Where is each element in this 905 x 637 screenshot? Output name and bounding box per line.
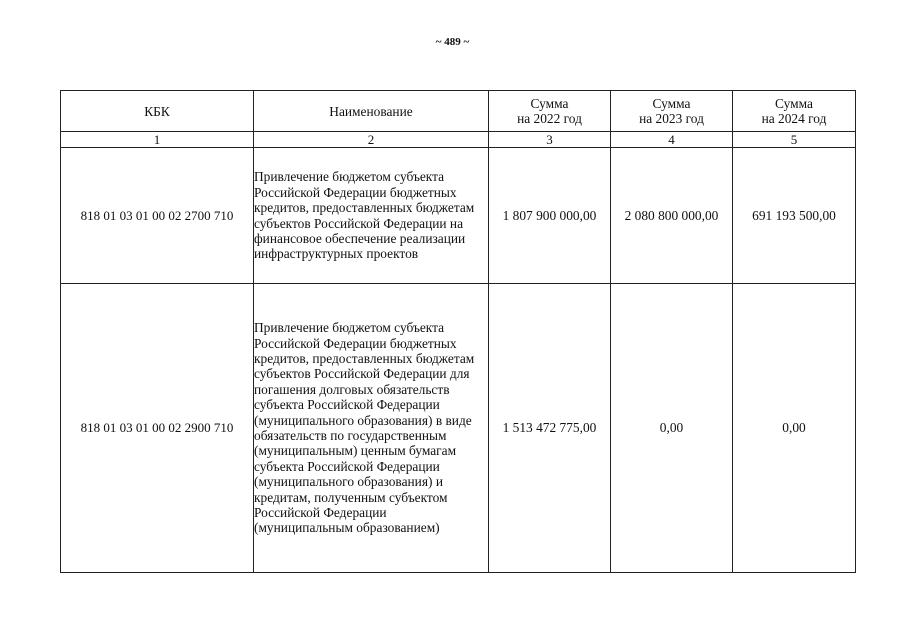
page-number: ~ 489 ~: [435, 36, 470, 48]
column-number-2: 2: [254, 132, 489, 148]
header-sum-2023: [611, 91, 733, 132]
sum-2024-cell: 691 193 500,00: [733, 148, 856, 284]
header-name: Наименование: [254, 91, 489, 132]
header-sum-2022: [489, 91, 611, 132]
sum-2022-cell: 1 807 900 000,00: [489, 148, 611, 284]
budget-table: [60, 90, 856, 573]
header-kbk: КБК: [61, 91, 254, 132]
table-row: [61, 148, 856, 284]
header-sum-2022-line-1: Сумма: [530, 96, 569, 111]
column-number-5: 5: [733, 132, 856, 148]
header-sum-2024: [733, 91, 856, 132]
header-sum-2022-line-2: на 2022 год: [517, 111, 582, 126]
header-sum-2024-line-1: Сумма: [775, 96, 813, 111]
header-sum-2023-line-1: Сумма: [652, 96, 691, 111]
column-number-row: [61, 132, 856, 148]
column-number-3: 3: [489, 132, 611, 148]
sum-2022-cell: 1 513 472 775,00: [489, 284, 611, 573]
kbk-code-cell: 818 01 03 01 00 02 2700 710: [61, 148, 254, 284]
column-number-4: 4: [611, 132, 733, 148]
name-cell: Привлечение бюджетом субъекта Российской Федерации бюджетных кредитов, предоставленных бюджетам субъектов Российской Федерации на финансовое обеспечение реализации инфраструктурных проектов: [254, 148, 489, 284]
header-sum-2023-line-2: на 2023 год: [639, 111, 704, 126]
table-header-row: [61, 91, 856, 132]
sum-2024-cell: 0,00: [733, 284, 856, 573]
column-number-1: 1: [61, 132, 254, 148]
header-sum-2024-line-2: на 2024 год: [761, 111, 827, 126]
sum-2023-cell: 0,00: [611, 284, 733, 573]
sum-2023-cell: 2 080 800 000,00: [611, 148, 733, 284]
kbk-code-cell: 818 01 03 01 00 02 2900 710: [61, 284, 254, 573]
name-cell: Привлечение бюджетом субъекта Российской Федерации бюджетных кредитов, предоставленных бюджетам субъектов Российской Федерации для погашения долговых обязательств субъекта Российской Федерации (муниципального образования) в виде обязательств по государственным (муниципальным) ценным бумагам субъекта Российской Федерации (муниципального образования) и кредитам, полученным субъектом Российской Федерации (муниципальным образованием): [254, 284, 489, 573]
table-row: [61, 284, 856, 573]
